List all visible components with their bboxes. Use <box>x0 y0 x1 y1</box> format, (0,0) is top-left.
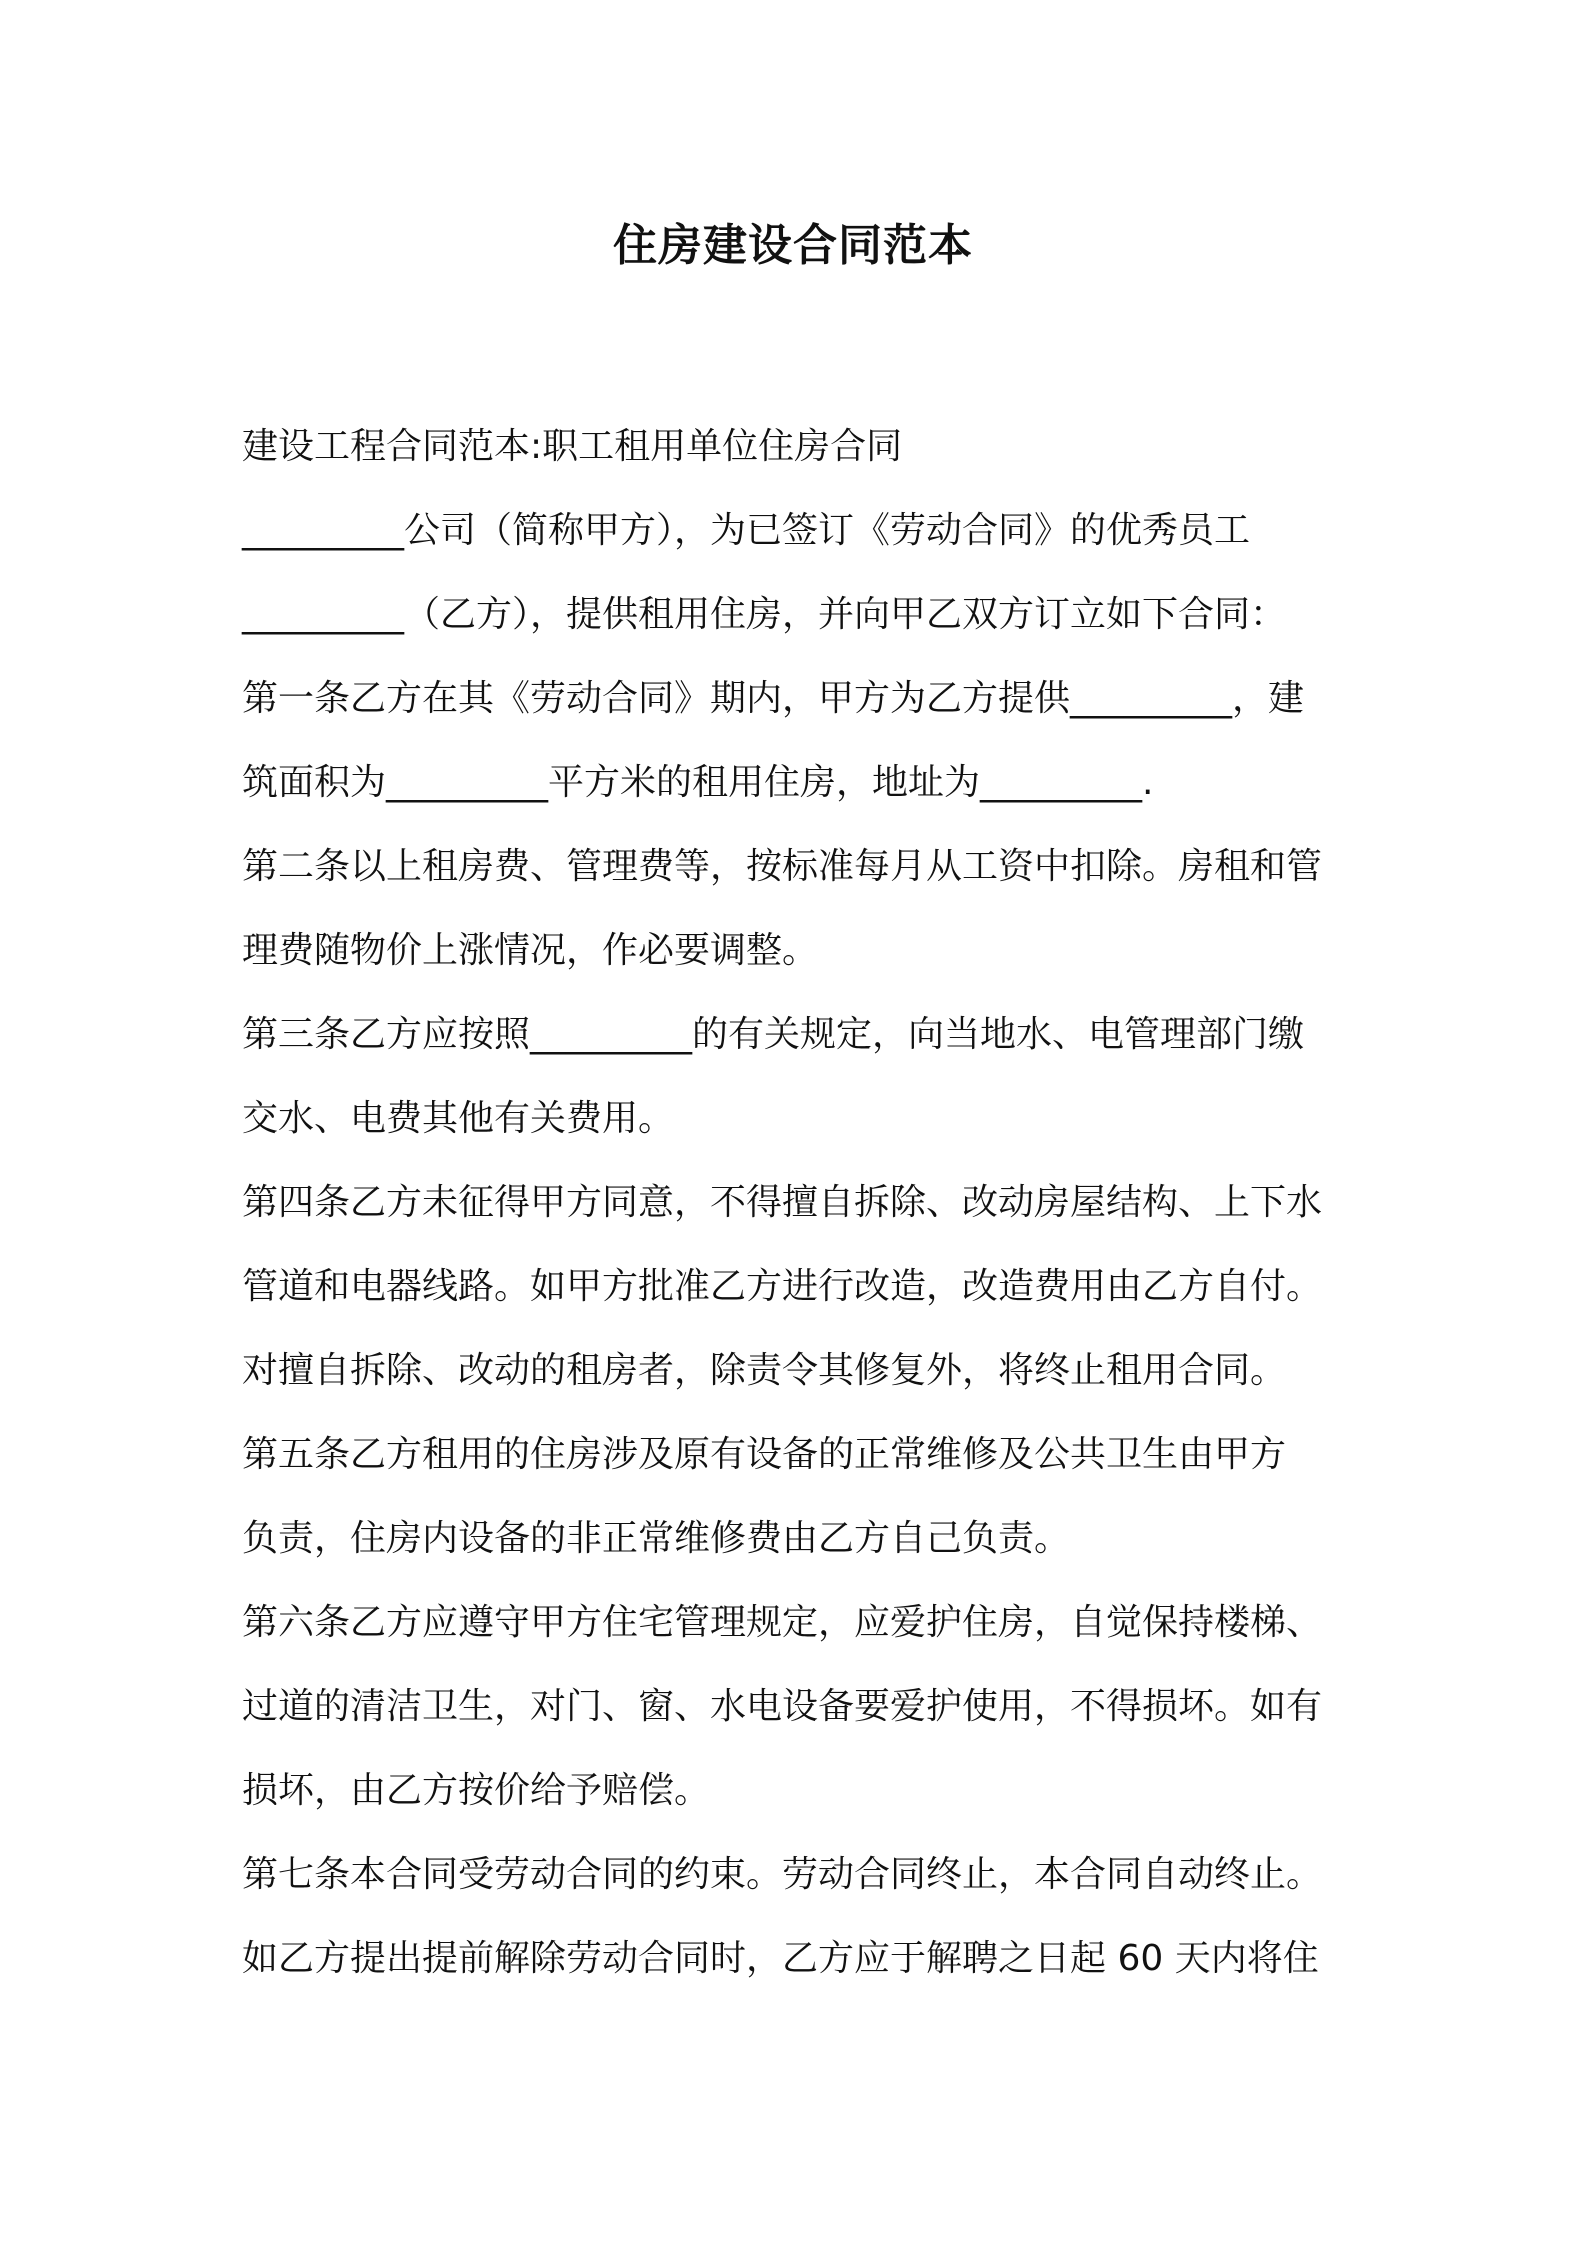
body-line-article-6-cont: 损坏，由乙方按价给予赔偿。 <box>242 1770 711 1811</box>
body-line-intro-party-b: _________（乙方），提供租用住房，并向甲乙双方订立如下合同： <box>242 594 1287 635</box>
body-line-article-3: 第三条乙方应按照_________的有关规定，向当地水、电管理部门缴 <box>242 1014 1305 1055</box>
body-line-subtitle: 建设工程合同范本:职工租用单位住房合同 <box>242 426 903 467</box>
body-line-article-4-cont: 管道和电器线路。如甲方批准乙方进行改造，改造费用由乙方自付。 <box>242 1266 1323 1307</box>
body-line-article-1-cont: 筑面积为_________平方米的租用住房，地址为_________. <box>242 762 1154 803</box>
body-line-article-7: 第七条本合同受劳动合同的约束。劳动合同终止，本合同自动终止。 <box>242 1854 1323 1895</box>
body-line-article-3-cont: 交水、电费其他有关费用。 <box>242 1098 675 1139</box>
contract-body <box>242 405 1354 2001</box>
body-line-article-1: 第一条乙方在其《劳动合同》期内，甲方为乙方提供_________，建 <box>242 678 1305 719</box>
body-line-article-2: 第二条以上租房费、管理费等，按标准每月从工资中扣除。房租和管 <box>242 846 1323 887</box>
body-line-article-6: 第六条乙方应遵守甲方住宅管理规定，应爱护住房，自觉保持楼梯、 <box>242 1602 1323 1643</box>
body-line-article-6-cont: 过道的清洁卫生，对门、窗、水电设备要爱护使用，不得损坏。如有 <box>242 1686 1323 1727</box>
body-line-article-5: 第五条乙方租用的住房涉及原有设备的正常维修及公共卫生由甲方 <box>242 1434 1287 1475</box>
body-line-article-2-cont: 理费随物价上涨情况，作必要调整。 <box>242 930 819 971</box>
body-line-intro-party-a: _________公司（简称甲方），为已签订《劳动合同》的优秀员工 <box>242 510 1251 551</box>
body-line-article-7-cont: 如乙方提出提前解除劳动合同时，乙方应于解聘之日起 60 天内将住 <box>242 1938 1319 1979</box>
body-line-article-4: 第四条乙方未征得甲方同意，不得擅自拆除、改动房屋结构、上下水 <box>242 1182 1323 1223</box>
document-title: 住房建设合同范本 <box>613 220 973 271</box>
body-line-article-4-cont: 对擅自拆除、改动的租房者，除责令其修复外，将终止租用合同。 <box>242 1350 1287 1391</box>
body-line-article-5-cont: 负责，住房内设备的非正常维修费由乙方自己负责。 <box>242 1518 1071 1559</box>
